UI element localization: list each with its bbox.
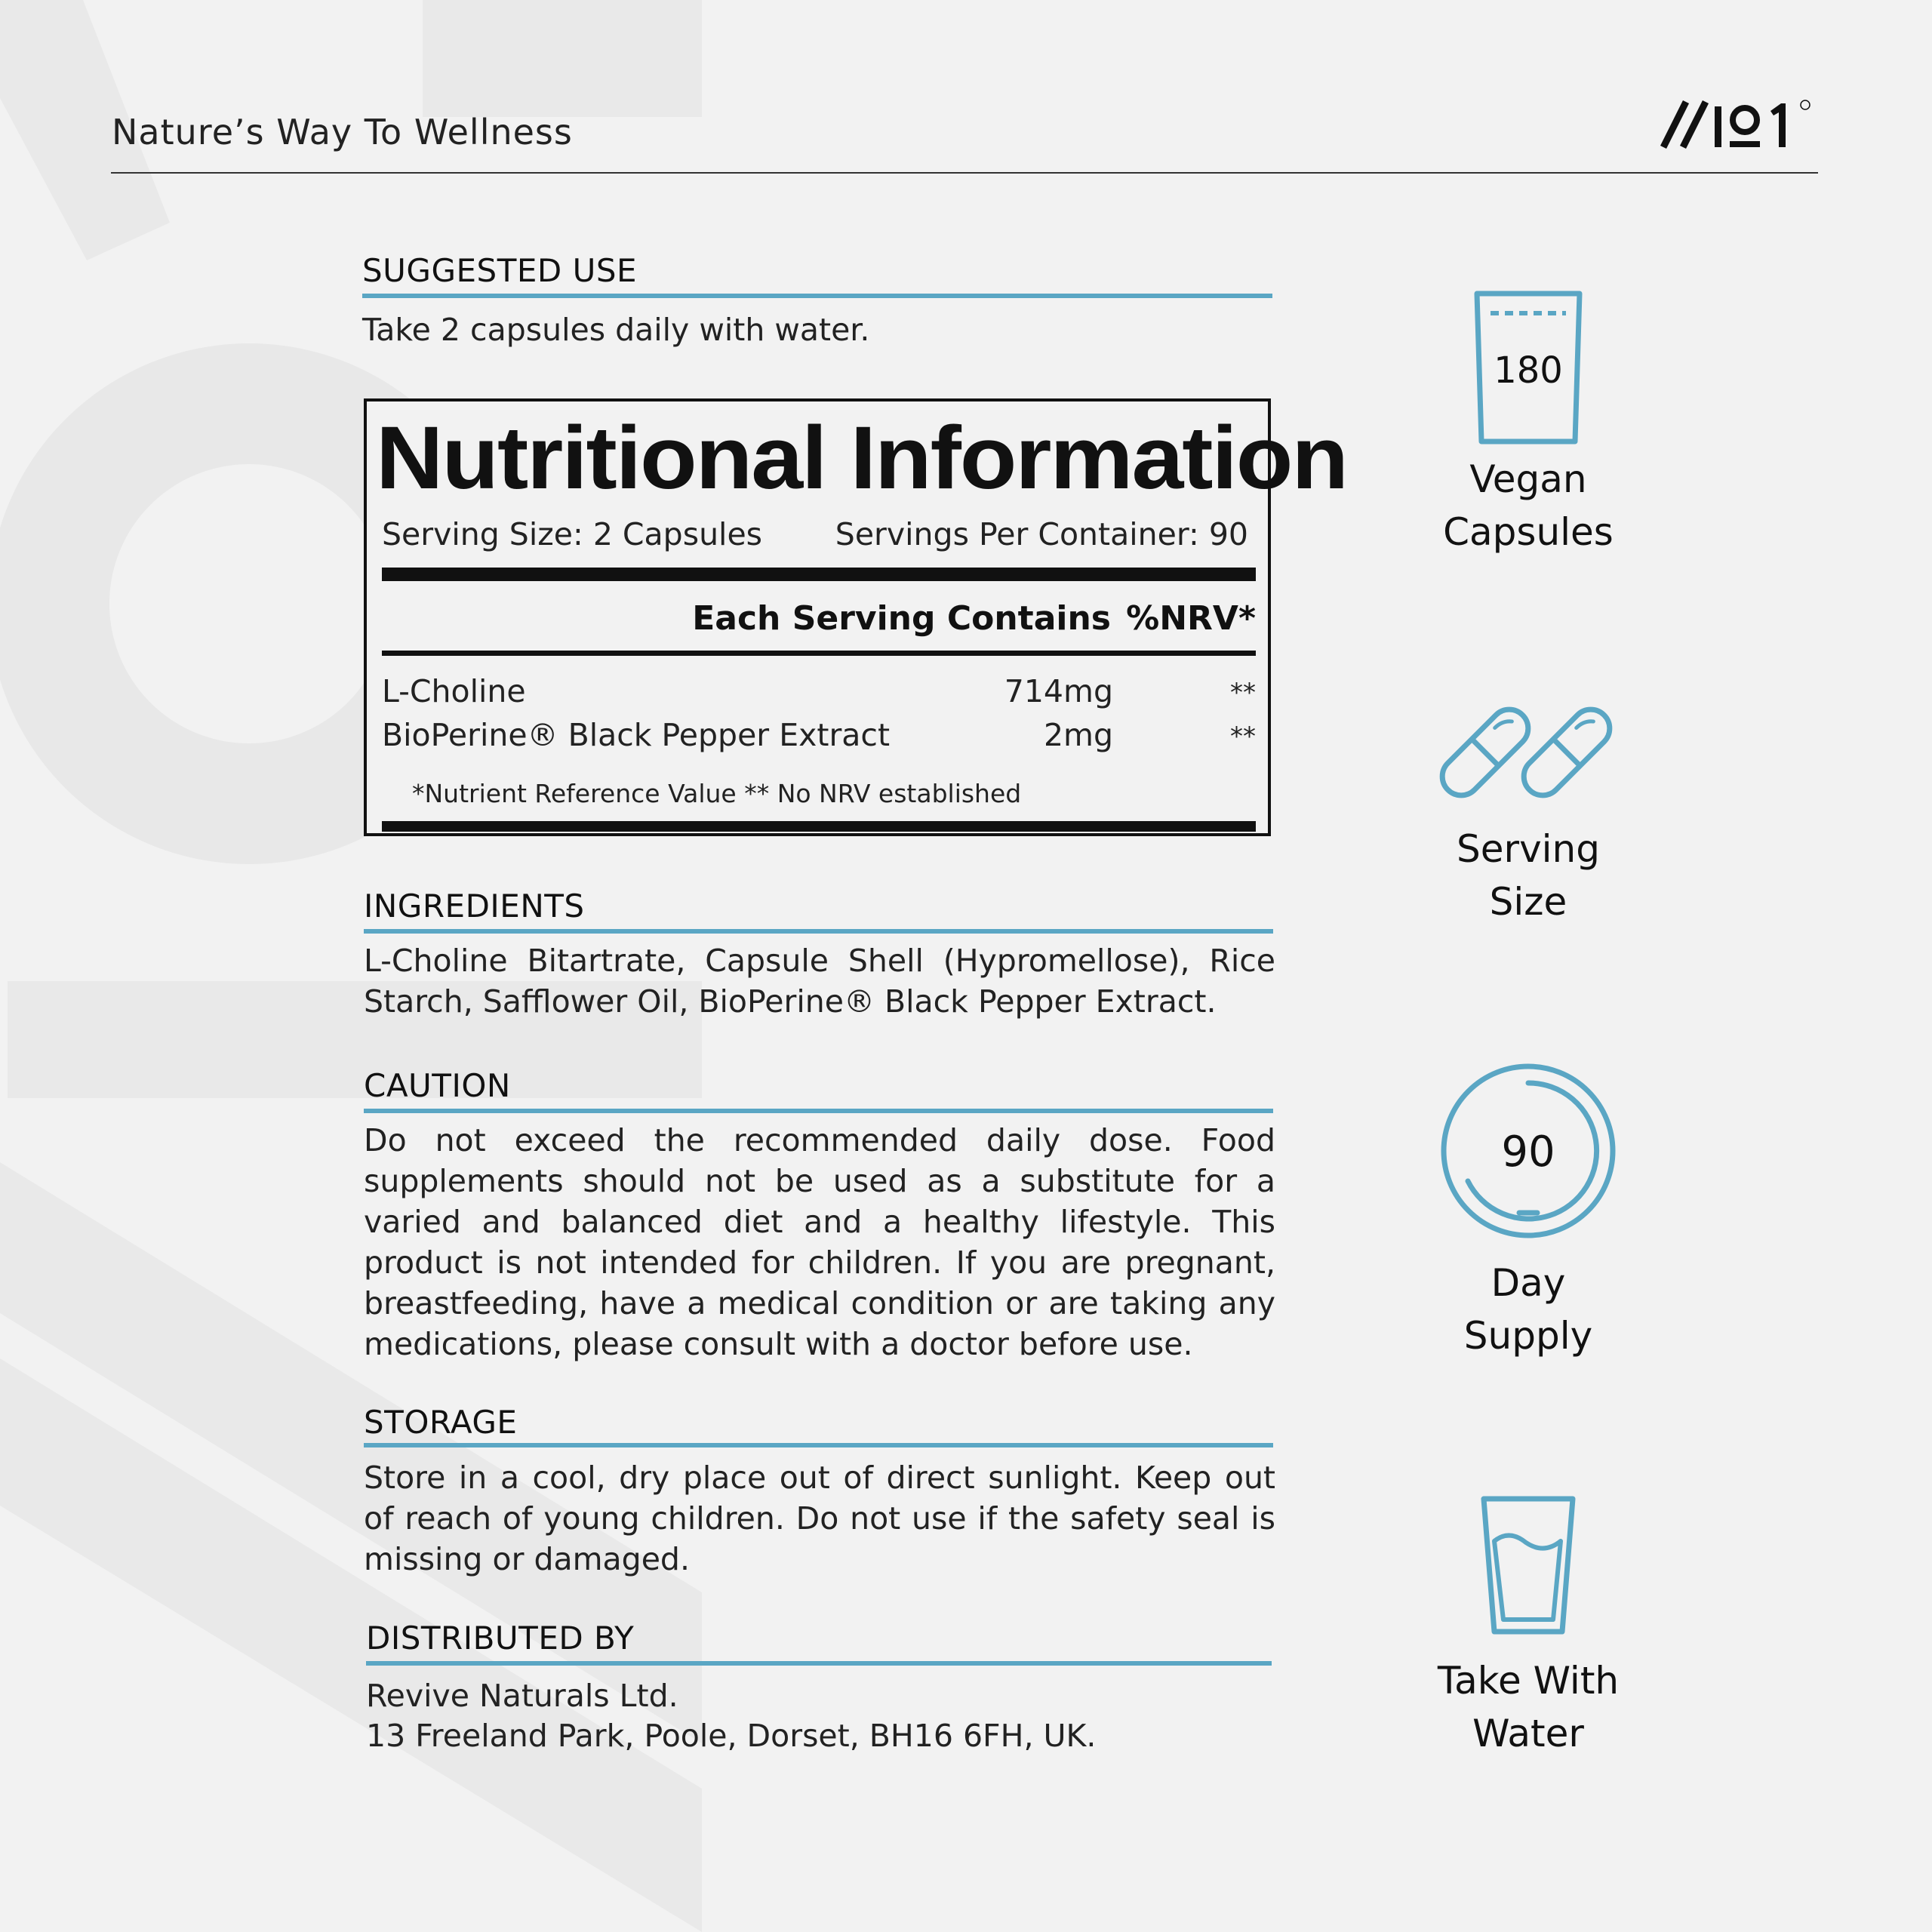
feature-label: Serving xyxy=(1457,827,1600,871)
nutrient-amount: 714mg xyxy=(1004,673,1113,709)
feature-label: Size xyxy=(1489,880,1567,924)
nutrition-header-divider xyxy=(382,651,1256,656)
distributor-address: 13 Freeland Park, Poole, Dorset, BH16 6FH, UK. xyxy=(366,1718,1097,1754)
nrv-footnote: *Nutrient Reference Value ** No NRV established xyxy=(412,779,1022,808)
distributed-by-title: DISTRIBUTED BY xyxy=(366,1620,635,1657)
capsules-icon xyxy=(1434,698,1623,808)
column-header-each-serving: Each Serving Contains xyxy=(692,599,1111,638)
suggested-use-text: Take 2 capsules daily with water. xyxy=(362,312,870,348)
ingredients-rule xyxy=(364,929,1273,934)
header-divider xyxy=(111,172,1818,174)
dial-days: 90 xyxy=(1501,1128,1555,1177)
nutrient-nrv: ** xyxy=(1230,721,1256,752)
suggested-use-rule xyxy=(362,294,1272,298)
nutrient-amount: 2mg xyxy=(1043,717,1113,753)
nutrient-name: BioPerine® Black Pepper Extract xyxy=(382,717,891,753)
servings-per-container-text: Servings Per Container: 90 xyxy=(835,516,1248,552)
distributed-by-rule xyxy=(366,1661,1272,1666)
nutrition-panel xyxy=(364,398,1347,836)
pouch-count: 180 xyxy=(1494,349,1563,392)
feature-label: Vegan xyxy=(1469,457,1587,501)
storage-text: Store in a cool, dry place out of direct sunlight. Keep out of reach of young children. Do not use if the safety seal is missing or damaged. xyxy=(364,1460,1275,1577)
pouch-icon xyxy=(1468,291,1589,445)
caution-rule xyxy=(364,1109,1273,1113)
water-glass-icon xyxy=(1479,1496,1577,1635)
feature-label: Water xyxy=(1472,1712,1584,1755)
feature-serving-size xyxy=(1377,698,1679,928)
feature-take-with-water xyxy=(1377,1496,1679,1760)
feature-label: Capsules xyxy=(1443,510,1614,554)
feature-label: Take With xyxy=(1437,1659,1620,1703)
storage-title: STORAGE xyxy=(364,1404,518,1441)
distributor-name: Revive Naturals Ltd. xyxy=(366,1678,678,1714)
brand-logo xyxy=(1660,94,1819,155)
feature-vegan-capsules xyxy=(1377,291,1679,558)
suggested-use-title: SUGGESTED USE xyxy=(362,252,638,289)
ingredients-title: INGREDIENTS xyxy=(364,888,585,924)
column-header-nrv: %NRV* xyxy=(1126,599,1256,638)
brand-tagline: Nature’s Way To Wellness xyxy=(112,112,573,152)
serving-size-text: Serving Size: 2 Capsules xyxy=(382,516,763,552)
feature-day-supply xyxy=(1377,1060,1679,1362)
feature-label: Supply xyxy=(1463,1314,1593,1358)
caution-title: CAUTION xyxy=(364,1067,511,1104)
ingredients-text: L-Choline Bitartrate, Capsule Shell (Hypromellose), Rice Starch, Safflower Oil, BioPerine® Black Pepper Extract. xyxy=(364,943,1275,1020)
feature-label: Day xyxy=(1491,1261,1566,1305)
storage-rule xyxy=(364,1443,1273,1447)
nutrient-nrv: ** xyxy=(1230,678,1256,708)
caution-text: Do not exceed the recommended daily dose. Food supplements should not be used as a substitute for a varied and balanced diet and a healthy lifestyle. This product is not intended for children. If you are pregnant, breastfeeding, have a medical condition or are taking any medications, please consult with a doctor before use. xyxy=(364,1122,1275,1362)
nutrient-name: L-Choline xyxy=(382,673,526,709)
nutrition-bottom-divider xyxy=(382,821,1256,832)
nutrition-title: Nutritional Information xyxy=(376,408,1347,508)
nutrition-thick-divider xyxy=(382,568,1256,581)
day-dial-icon xyxy=(1438,1060,1619,1241)
